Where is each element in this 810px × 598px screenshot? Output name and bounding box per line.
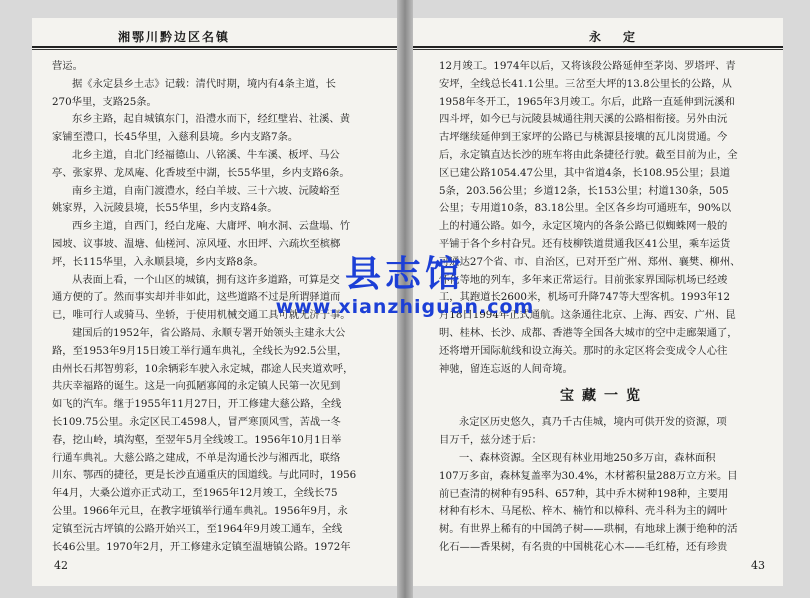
- text-line: 目万千，兹分述于后：: [439, 434, 542, 447]
- text-line: 长46公里。1970年2月，开工修建永定镇至温塘镇公路。1972年: [52, 540, 351, 553]
- text-line: 南乡主道，自南门渡澧水，经白羊坡、三十六坡、沅陵峪至: [72, 184, 340, 197]
- text-line: 营运。: [52, 60, 83, 72]
- text-line: 前已查清的树种有95科、657种，其中乔木树种198种，主要用: [439, 487, 729, 500]
- text-line: 可通达27个省、市、自治区，已对开至广州、郑州、襄樊、柳州、: [439, 255, 741, 268]
- text-line: 107万多亩，森林复盖率为30.4%，木材蓄积量288万立方米。目: [439, 469, 738, 482]
- text-line: 四斗坪，如今已与沅陵县城通往荆天溪的公路相衔接。另外由沅: [439, 113, 728, 126]
- header-rule: [32, 49, 397, 50]
- text-line: 安坪，全线总长41.1公里。三岔至大坪的13.8公里长的公路，从: [439, 77, 732, 90]
- text-line: 北乡主道，自北门经福德山、八铭溪、牛车溪、板坪、马公: [72, 148, 340, 161]
- text-line: 12月竣工。1974年以后，又将该段公路延伸至茅岗、罗塔坪、青: [439, 60, 736, 72]
- header-rule: [413, 49, 783, 50]
- text-line: 1958年冬开工，1965年3月竣工。尔后，此路一直延伸到沅溪和: [439, 95, 735, 108]
- text-line: 怀化等地的列车，多年来正常运行。目前张家界国际机场已经竣: [439, 273, 728, 286]
- text-line: 还将增开国际航线和设立海关。那时的永定区将会变成令人心往: [439, 344, 728, 357]
- left-page: [32, 18, 397, 586]
- text-line: 东乡主路，起自城镇东门，沿澧水而下，经红壁岩、社溪、黄: [72, 113, 351, 126]
- book-gutter: [397, 0, 413, 598]
- text-line: 家铺至澧口，长45华里，入慈利县境。乡内支路7条。: [52, 131, 299, 144]
- text-line: 材种有杉木、马尾松、梓木、楠竹和以樟科、壳斗科为主的阔叶: [439, 505, 728, 518]
- text-line: 5条，203.56公里；乡道12条，长153公里；村道130条，505: [439, 184, 729, 197]
- text-line: 平铺于各个乡村旮旯。还有枝柳铁道贯通我区41公里，乘车运货: [439, 237, 731, 250]
- page-body: [52, 58, 383, 556]
- text-line: 后，永定镇直达长沙的班车将由此条捷径行驶。截至目前为止，全: [439, 148, 738, 161]
- text-line: 古坪继续延伸到王家坪的公路已与桃源县接壤的瓦儿岗贯通。今: [439, 131, 728, 144]
- text-line: 通方便的了。然而事实却并非如此，这些道路不过是所谓驿道而: [52, 291, 341, 304]
- text-line: 上的村通公路。如今，永定区境内的各条公路已似蜘蛛网一般的: [439, 220, 728, 233]
- running-header: [32, 26, 397, 48]
- text-line: 明、桂林、长沙、成都、香港等全国各大城市的空中走廊架通了，: [439, 326, 738, 339]
- text-line: 由州长石邦智剪彩，10余辆彩车驶入永定城，郡途人民夹道欢呼，: [52, 362, 354, 375]
- text-line: 一、森林资源。全区现有林业用地250多万亩，森林面积: [459, 451, 716, 464]
- text-line: 坪，长115华里，入永顺县境，乡内支路8条。: [52, 255, 264, 268]
- text-line: 春，挖山岭，填沟壑，至翌年5月全线竣工。1956年10月1日举: [52, 433, 342, 446]
- text-line: 公里；专用道10条，83.18公里。全区各乡均可通班车，90%以: [439, 202, 731, 215]
- watermark-url: www.xianzhiguan.com: [275, 296, 535, 318]
- text-line: 化石——香果树，有名贵的中国桃花心木——毛红椿，还有珍贵: [439, 540, 728, 553]
- text-line: 长109.75公里。永定区民工4598人，冒严寒顶风雪，苦战一冬: [52, 415, 341, 428]
- page-number: 43: [751, 559, 765, 572]
- text-line: 神驰，留连忘返的人间奇境。: [439, 362, 573, 375]
- text-line: 如飞的汽车。继于1955年11月27日，开工修建大慈公路，全线: [52, 398, 342, 411]
- text-line: 姚家界，入沅陵县境，长55华里，乡内支路4条。: [52, 202, 278, 215]
- text-line: 路，至1953年9月15日竣工举行通车典礼，全线长为92.5公里，: [52, 344, 348, 357]
- text-line: 西乡主道，自西门，经白龙庵、大庸坪、响水洞、云盘塌、竹: [72, 220, 351, 233]
- paragraph-block: [439, 58, 769, 378]
- text-line: 区已建公路1054.47公里，其中省道4条，长108.95公里；县道: [439, 166, 731, 179]
- text-line: 从表面上看，一个山区的城镇，拥有这许多道路，可算是交: [72, 273, 340, 286]
- paragraph-block: [439, 414, 769, 556]
- section-title: 宝藏一览: [560, 388, 648, 405]
- page-body: [439, 58, 769, 557]
- text-line: 园坡、议事坡、温塘、仙槎河、凉风垭、水田坪、六疏坎至槟榔: [52, 237, 341, 250]
- text-line: 270华里，支路25条。: [52, 95, 157, 108]
- text-line: 建国后的1952年，省公路局、永顺专署开始领头主建永大公: [72, 326, 346, 339]
- running-header-title: 湘鄂川黔边区名镇: [118, 30, 231, 44]
- page-number: 42: [54, 559, 68, 572]
- text-line: 据《永定县乡土志》记载：清代时期，境内有4条主道，长: [72, 77, 336, 90]
- text-line: 共庆幸福路的诞生。这是一向孤陋寡闻的永定镇人民第一次见到: [52, 380, 341, 393]
- text-line: 工，其跑道长2600米，机场可升降747等大型客机。1993年12: [439, 291, 731, 304]
- right-page: [413, 18, 783, 586]
- text-line: 亭、张家界、龙凤庵、化香坡至中湖，长55华里，乡内支路6条。: [52, 166, 350, 179]
- text-line: 树。有世界上稀有的中国鸽子树——珙桐，有地球上濒于绝种的活: [439, 523, 738, 536]
- text-line: 公里。1966年元旦，在教字垭镇举行通车典礼。1956年9月，永: [52, 504, 348, 517]
- text-line: 川东、鄂西的捷径，更是长沙直通重庆的国道线。与此同时，1956: [52, 469, 357, 482]
- text-line: 定镇至沅古坪镇的公路开始兴工，至1964年9月竣工通车，全线: [52, 522, 343, 535]
- running-header-title: 永定: [589, 30, 658, 44]
- text-line: 行通车典礼。大慈公路之建成，不单是沟通长沙与湘西北，联络: [52, 451, 341, 464]
- text-line: 永定区历史悠久，真乃千古佳城，境内可供开发的资源，项: [459, 416, 727, 429]
- text-line: 月18日1994年正式通航。这条通往北京、上海、西安、广州、昆: [439, 309, 736, 322]
- text-line: 已，唯可行人或骑马、坐轿，于使用机械交通工具可就无济于事。: [52, 309, 351, 322]
- running-header: [413, 26, 783, 48]
- text-line: 年4月，大桑公道亦正式动工，至1965年12月竣工，全线长75: [52, 487, 338, 500]
- watermark-name: 县志馆: [344, 254, 465, 295]
